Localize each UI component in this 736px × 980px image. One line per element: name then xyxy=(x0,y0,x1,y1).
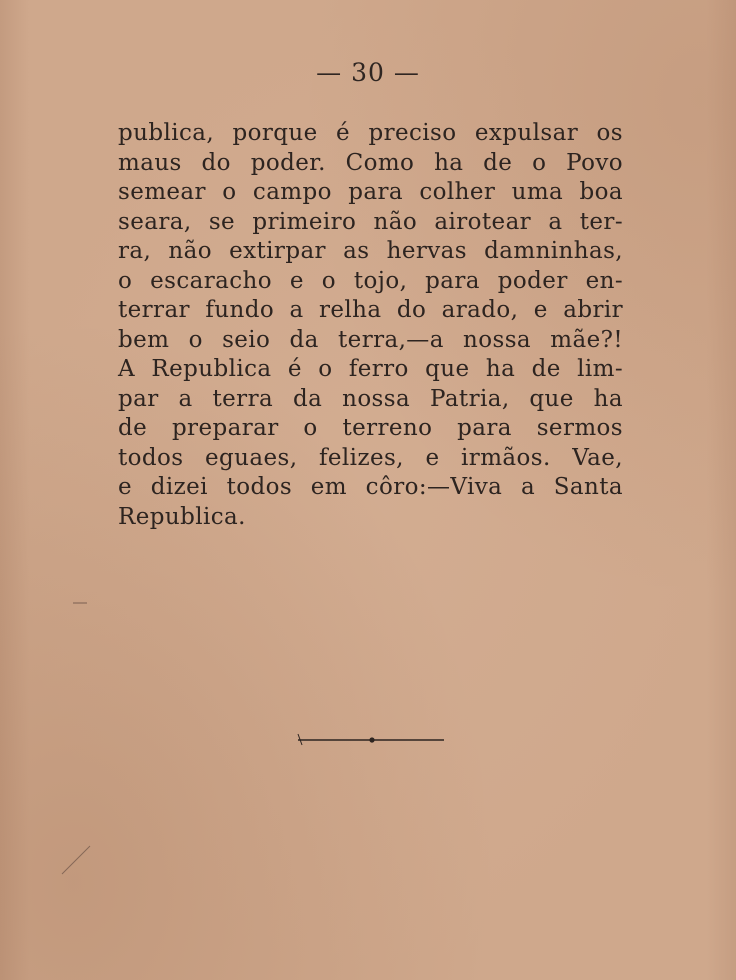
text-line: Republica. xyxy=(118,503,246,530)
text-line: semear o campo para colher uma boa xyxy=(118,179,623,205)
text-line: bem o seio da terra,—a nossa mãe?! xyxy=(118,326,623,353)
pencil-stroke-mark xyxy=(60,842,94,876)
page-number: — 30 — xyxy=(316,58,420,87)
text-line: terrar fundo a relha do arado, e abrir xyxy=(118,297,623,323)
text-line: o escaracho e o tojo, para poder en- xyxy=(118,267,623,294)
text-line: ra, não extirpar as hervas damninhas, xyxy=(118,238,623,264)
text-line: A Republica é o ferro que ha de lim- xyxy=(118,356,623,382)
text-line: maus do poder. Como ha de o Povo xyxy=(118,149,623,176)
section-divider-ornament xyxy=(296,732,446,746)
text-line: e dizei todos em côro:—Viva a Santa xyxy=(118,474,623,500)
text-line: todos eguaes, felizes, e irmãos. Vae, xyxy=(118,444,623,471)
text-line: publica, porque é preciso expulsar os xyxy=(118,120,623,146)
text-line: seara, se primeiro não airotear a ter- xyxy=(118,208,623,235)
text-line: par a terra da nossa Patria, que ha xyxy=(118,385,623,412)
text-body xyxy=(118,119,623,532)
text-line: de preparar o terreno para sermos xyxy=(118,415,623,441)
ink-dash-mark xyxy=(72,600,88,606)
